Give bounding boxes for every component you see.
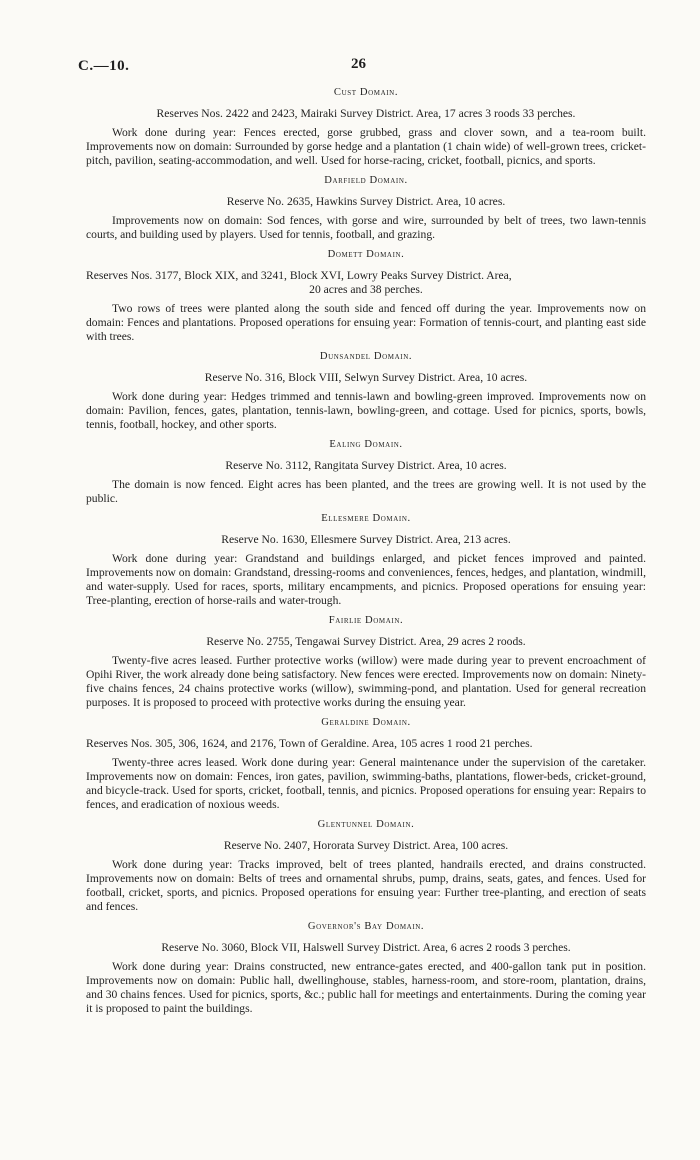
section-paragraph: Work done during year: Drains constructed, new entrance-gates erected, and 400-gallon tank put in position. Improvements now on domain: Public hall, dwellinghouse, stables, harness-room, and store-room, plantation, drains, and 30 chains fences. Used for picnics, sports, &c.; public hall for meetings and entertainments. During the coming year it is proposed to paint the buildings.	[86, 960, 646, 1015]
section-paragraph: Work done during year: Tracks improved, belt of trees planted, handrails erected, and drains constructed. Improvements now on domain: Belts of trees and ornamental shrubs, pump, drains, seats, gates, and fences. Used for football, cricket, sports, and picnics. Proposed operations for ensuing year: Further tree-planting, and erection of seats and fences.	[86, 858, 646, 913]
section-heading: Glentunnel Domain.	[317, 819, 415, 830]
section-glentunnel-domain	[86, 818, 646, 914]
section-paragraph: Work done during year: Fences erected, gorse grubbed, grass and clover sown, and a tea-room built. Improvements now on domain: Surrounded by gorse hedge and a plantation (1 chain wide) of well-grown trees, cricket-pitch, pavilion, seating-accommodation, and well. Used for horse-racing, cricket, football, picnics, and sports.	[86, 126, 646, 167]
section-heading: Ellesmere Domain.	[321, 513, 411, 524]
section-paragraph: Twenty-five acres leased. Further protective works (willow) were made during year to prevent encroachment of Opihi River, the work already done being satisfactory. New fences were erected. Improvements now on domain: Ninety-five chains fences, 24 chains protective works (willow), swimming-pond, and plantation. Used for general recreation purposes. It is proposed to proceed with protective works during the ensuing year.	[86, 654, 646, 709]
section-heading: Dunsandel Domain.	[319, 351, 413, 362]
section-paragraph: Twenty-three acres leased. Work done during year: General maintenance under the supervision of the caretaker. Improvements now on domain: Fences, iron gates, pavilion, swimming-baths, plantations, flower-beds, cricket-ground, and bicycle-track. Used for sports, cricket, football, tennis, and picnics. Proposed operations for ensuing year: Repairs to fences, and eradication of noxious weeds.	[86, 756, 646, 811]
section-cust-domain	[86, 86, 646, 168]
section-paragraph: Improvements now on domain: Sod fences, with gorse and wire, surrounded by belt of trees, two lawn-tennis courts, and building used by players. Used for tennis, football, and grazing.	[86, 214, 646, 241]
section-ealing-domain	[86, 438, 646, 506]
section-heading: Darfield Domain.	[324, 175, 408, 186]
reserve-line: Reserves Nos. 2422 and 2423, Mairaki Survey District. Area, 17 acres 3 roods 33 perches.	[156, 107, 576, 120]
reserve-line: Reserve No. 2407, Hororata Survey District. Area, 100 acres.	[223, 839, 509, 852]
reserve-line-main: Reserves Nos. 3177, Block XIX, and 3241, Block XVI, Lowry Peaks Survey District. Area,	[86, 269, 512, 282]
section-ellesmere-domain	[86, 512, 646, 608]
section-domett-domain	[86, 248, 646, 344]
page-reference: C.—10.	[78, 58, 130, 74]
section-paragraph: The domain is now fenced. Eight acres has been planted, and the trees are growing well. It is not used by the public.	[86, 478, 646, 505]
section-dunsandel-domain	[86, 350, 646, 432]
page-number: 26	[351, 56, 366, 72]
reserve-line: Reserve No. 3060, Block VII, Halswell Survey District. Area, 6 acres 2 roods 3 perches.	[161, 941, 571, 954]
section-heading: Governor's Bay Domain.	[307, 921, 425, 932]
section-heading: Geraldine Domain.	[321, 717, 411, 728]
section-heading: Domett Domain.	[327, 249, 405, 260]
section-paragraph: Work done during year: Hedges trimmed and tennis-lawn and bowling-green improved. Improvements now on domain: Pavilion, fences, gates, plantation, tennis-lawn, bowling-green, and cottage. Used for picnics, sports, bowls, tennis, football, hockey, and other sports.	[86, 390, 646, 431]
section-geraldine-domain	[86, 716, 646, 812]
section-fairlie-domain	[86, 614, 646, 710]
reserve-line: Reserve No. 2635, Hawkins Survey District. Area, 10 acres.	[226, 195, 506, 208]
section-paragraph: Two rows of trees were planted along the south side and fenced off during the year. Improvements now on domain: Fences and plantations. Proposed operations for ensuing year: Formation of tennis-court, and planting east side with trees.	[86, 302, 646, 343]
section-heading: Fairlie Domain.	[328, 615, 404, 626]
reserve-line-continuation: 20 acres and 38 perches.	[309, 283, 423, 296]
section-heading: Cust Domain.	[333, 87, 399, 98]
section-heading: Ealing Domain.	[329, 439, 403, 450]
section-darfield-domain	[86, 174, 646, 242]
section-paragraph: Work done during year: Grandstand and buildings enlarged, and picket fences improved and painted. Improvements now on domain: Grandstand, dressing-rooms and conveniences, fences, hedges, and plantation, windmill, and water-supply. Used for races, sports, military encampments, and picnics. Proposed operations for ensuing year: Tree-planting, erection of horse-rails and water-trough.	[86, 552, 646, 607]
reserve-line: Reserve No. 1630, Ellesmere Survey District. Area, 213 acres.	[221, 533, 511, 546]
reserve-line: Reserves Nos. 305, 306, 1624, and 2176, Town of Geraldine. Area, 105 acres 1 rood 21 perches.	[86, 737, 533, 750]
reserve-line	[86, 269, 646, 297]
reserve-line: Reserve No. 2755, Tengawai Survey District. Area, 29 acres 2 roods.	[206, 635, 526, 648]
section-governors-bay-domain	[86, 920, 646, 1016]
reserve-line: Reserve No. 316, Block VIII, Selwyn Survey District. Area, 10 acres.	[204, 371, 528, 384]
page-body	[86, 86, 646, 1022]
reserve-line: Reserve No. 3112, Rangitata Survey District. Area, 10 acres.	[225, 459, 507, 472]
